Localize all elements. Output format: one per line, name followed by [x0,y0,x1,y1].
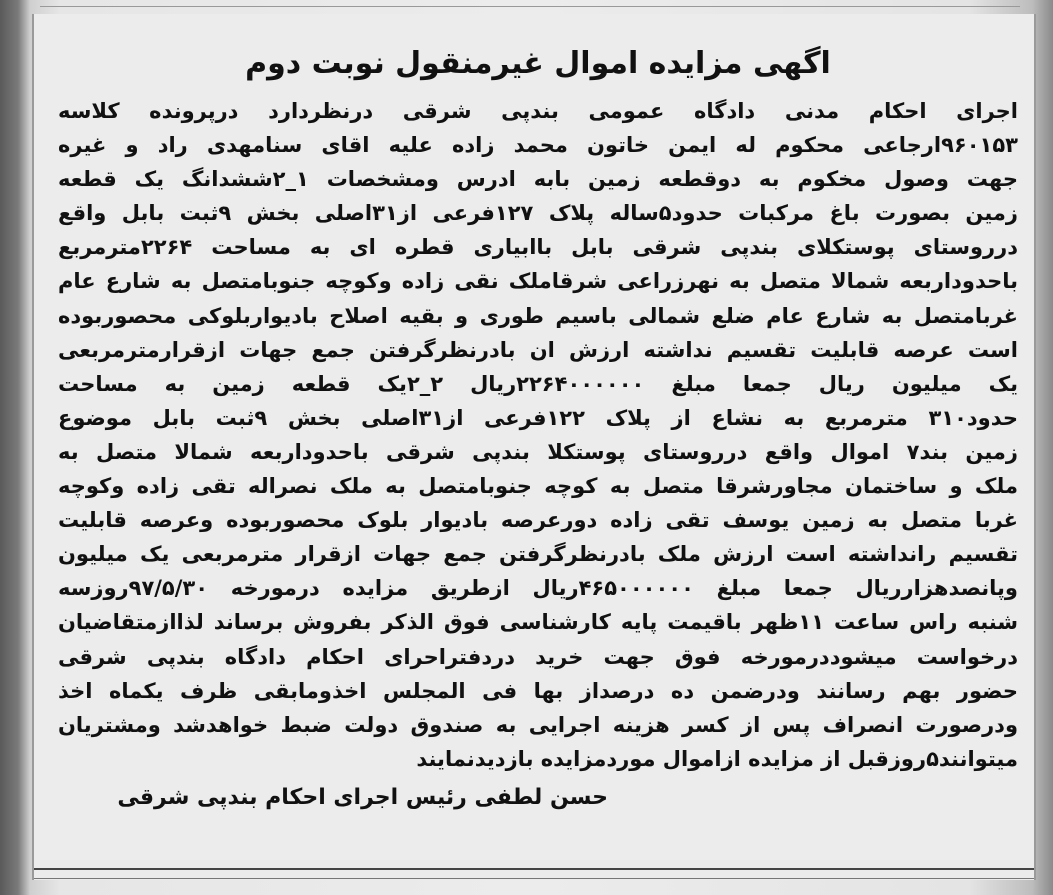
notice-line: باحدوداربعه شمالا متصل به نهرزراعی شرقاملک نقی زاده وکوچه جنوبامتصل به شارع عام [58,269,1018,294]
notice-line: حضور بهم رسانند ودرضمن ده درصداز بها فی المجلس اخذومابقی ظرف یکماه اخذ [58,678,1018,703]
notice-line: زمین بصورت باغ مرکبات حدود۵ساله پلاک ۱۲۷فرعی از۳۱اصلی بخش ۹ثبت بابل واقع [58,201,1018,226]
notice-line: درروستای پوستکلای بندپی شرقی بابل باابیاری قطره ای به مساحت ۲۲۶۴مترمربع [58,235,1018,260]
notice-line: زمین بند۷ اموال واقع درروستای پوستکلا بندپی شرقی باحدوداربعه شمالا متصل به [58,439,1018,464]
notice-line: ملک و ساختمان مجاورشرقا متصل به کوچه جنوبامتصل به ملک نصراله تقی زاده وکوچه [58,474,1018,499]
notice-line: ۹۶۰۱۵۳ارجاعی محکوم له ایمن خاتون محمد زاده علیه اقای سنامهدی راد و غیره [58,133,1018,158]
notice-title: اگهی مزایده اموال غیرمنقول نوبت دوم [245,46,831,81]
notice-line: حدود۳۱۰ مترمربع به نشاع از پلاک ۱۲۲فرعی از۳۱اصلی بخش ۹ثبت بابل موضوع [58,405,1018,430]
notice-line: شنبه راس ساعت ۱۱ظهر باقیمت پایه کارشناسی فوق الذکر بفروش برساند لذاازمتقاضیان [58,610,1018,635]
notice-line: وپانصدهزارریال جمعا مبلغ ۴۶۵۰۰۰۰۰۰ریال ازطریق مزایده درمورخه ۹۷/۵/۳۰روزسه [58,576,1018,601]
notice-line: است عرصه قابلیت تقسیم نداشته ارزش ان بادرنظرگرفتن جمع جهات ازقرارمترمربعی [58,337,1018,362]
notice-body [58,94,1018,776]
notice-line: ودرصورت انصراف پس از کسر هزینه اجرایی به صندوق دولت ضبط خواهدشد ومشتریان [58,712,1018,737]
notice-line: غربا متصل به زمین یوسف تقی زاده دورعرصه بادیوار بلوک محصوربوده وعرصه قابلیت [58,508,1018,533]
notice-line: درخواست میشوددرمورخه فوق جهت خرید دردفتراحرای احکام دادگاه بندپی شرقی [58,644,1018,669]
notice-line: غربامتصل به شارع عام ضلع شمالی باسیم طوری و بقیه اصلاح بادیواربلوکی محصوربوده [58,303,1018,328]
notice-signature: حسن لطفی رئیس اجرای احکام بندپی شرقی [117,784,608,810]
notice-line: میتوانند۵روزقبل از مزایده ازاموال موردمزایده بازدیدنمایند [416,746,1018,771]
notice-content [58,38,1018,818]
notice-line: اجرای احکام مدنی دادگاه عمومی بندپی شرقی درنظردارد درپرونده کلاسه [58,99,1018,123]
notice-line: یک میلیون ریال جمعا مبلغ ۲۲۶۴۰۰۰۰۰۰ریال ۲_۲یک قطعه زمین به مساحت [58,371,1018,396]
bottom-divider-thin [34,878,1034,879]
bottom-divider [34,868,1034,870]
notice-line: تقسیم رانداشته است ارزش ملک بادرنظرگرفتن جمع جهات ازقرار مترمربعی یک میلیون [58,542,1018,567]
notice-line: جهت وصول مخکوم به دوقطعه زمین بابه ادرس ومشخصات ۱_۲ششدانگ یک قطعه [58,167,1018,192]
